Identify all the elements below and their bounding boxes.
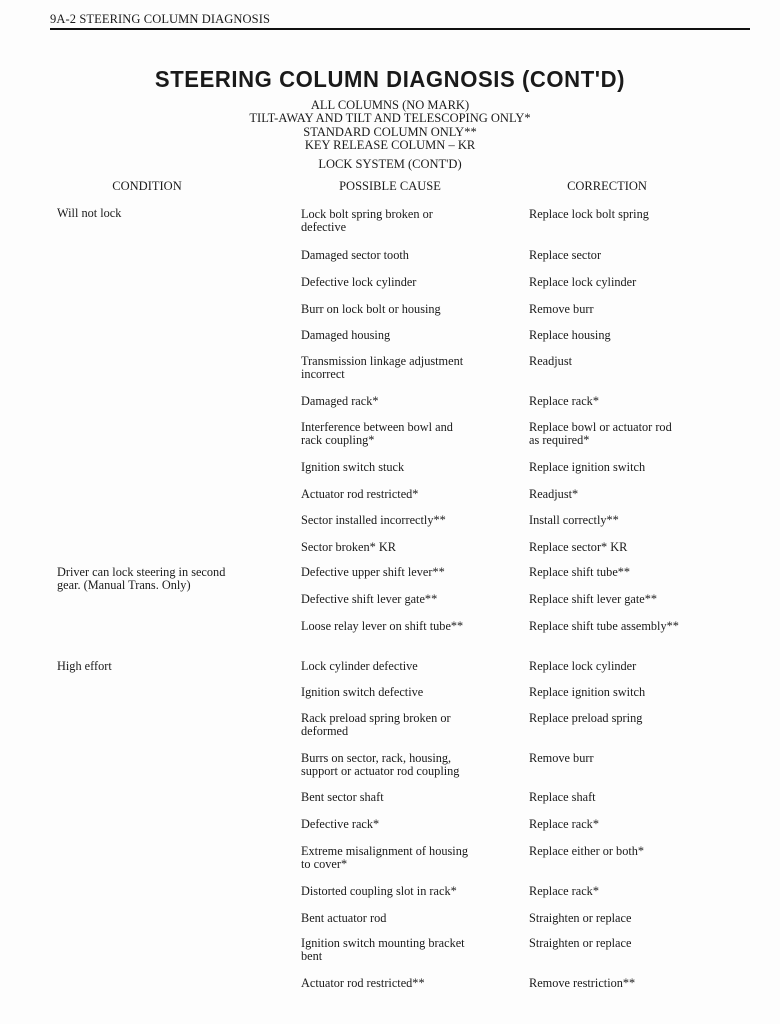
cause-cell: Loose relay lever on shift tube**	[301, 619, 464, 633]
correction-cell: Replace rack*	[529, 817, 599, 831]
correction-cell: Replace rack*	[529, 394, 599, 408]
correction-cell: Replace ignition switch	[529, 685, 646, 699]
column-header-cause: POSSIBLE CAUSE	[339, 179, 441, 193]
cause-cell: Lock cylinder defective	[301, 659, 418, 673]
cause-cell: Burr on lock bolt or housing	[301, 302, 441, 316]
condition-cell: High effort	[57, 659, 112, 673]
cause-cell: Transmission linkage adjustment incorrect	[301, 354, 464, 381]
section-heading: LOCK SYSTEM (CONT'D)	[318, 157, 462, 171]
cause-cell: Ignition switch mounting bracket bent	[301, 936, 465, 963]
correction-cell: Straighten or replace	[529, 936, 632, 950]
correction-cell: Readjust	[529, 354, 573, 368]
column-header-condition: CONDITION	[112, 179, 182, 193]
page-title: STEERING COLUMN DIAGNOSIS (CONT'D)	[154, 66, 626, 92]
cause-cell: Distorted coupling slot in rack*	[301, 884, 457, 898]
correction-cell: Replace shift lever gate**	[529, 592, 658, 606]
cause-cell: Lock bolt spring broken or defective	[301, 207, 433, 234]
cause-cell: Bent actuator rod	[301, 911, 387, 925]
correction-cell: Remove burr	[529, 751, 594, 765]
cause-cell: Damaged housing	[301, 328, 391, 342]
running-head: 9A-2 STEERING COLUMN DIAGNOSIS	[50, 12, 271, 26]
cause-cell: Sector installed incorrectly**	[301, 513, 446, 527]
cause-cell: Actuator rod restricted*	[301, 487, 419, 501]
cause-cell: Ignition switch defective	[301, 685, 424, 699]
correction-cell: Replace shaft	[529, 790, 596, 804]
condition-cell: Will not lock	[57, 206, 122, 220]
correction-cell: Remove burr	[529, 302, 594, 316]
correction-cell: Replace housing	[529, 328, 611, 342]
correction-cell: Replace sector* KR	[529, 540, 628, 554]
cause-cell: Defective upper shift lever**	[301, 565, 445, 579]
correction-cell: Replace lock cylinder	[529, 659, 637, 673]
correction-cell: Straighten or replace	[529, 911, 632, 925]
column-header-correction: CORRECTION	[567, 179, 647, 193]
correction-cell: Replace rack*	[529, 884, 599, 898]
correction-cell: Replace lock cylinder	[529, 275, 637, 289]
cause-cell: Sector broken* KR	[301, 540, 396, 554]
cause-cell: Bent sector shaft	[301, 790, 384, 804]
legend-line: KEY RELEASE COLUMN – KR	[304, 138, 476, 153]
legend-line: STANDARD COLUMN ONLY**	[303, 124, 477, 139]
correction-cell: Replace shift tube**	[529, 565, 631, 579]
correction-cell: Replace preload spring	[529, 711, 643, 725]
cause-cell: Ignition switch stuck	[301, 460, 405, 474]
correction-cell: Remove restriction**	[529, 976, 636, 990]
correction-cell: Replace ignition switch	[529, 460, 646, 474]
header-rule	[50, 28, 750, 30]
cause-cell: Damaged rack*	[301, 394, 379, 408]
correction-cell: Readjust*	[529, 487, 579, 501]
legend-line: TILT-AWAY AND TILT AND TELESCOPING ONLY*	[249, 111, 531, 126]
cause-cell: Defective lock cylinder	[301, 275, 417, 289]
cause-cell: Defective shift lever gate**	[301, 592, 438, 606]
correction-cell: Replace either or both*	[529, 844, 645, 858]
correction-cell: Replace shift tube assembly**	[529, 619, 679, 633]
cause-cell: Rack preload spring broken or deformed	[301, 711, 451, 738]
legend-line: ALL COLUMNS (NO MARK)	[310, 98, 470, 112]
correction-cell: Replace bowl or actuator rod as required*	[529, 420, 672, 447]
cause-cell: Damaged sector tooth	[301, 248, 409, 262]
correction-cell: Replace sector	[529, 248, 602, 262]
cause-cell: Burrs on sector, rack, housing, support or actuator rod coupling	[301, 751, 460, 778]
cause-cell: Defective rack*	[301, 817, 380, 831]
correction-cell: Replace lock bolt spring	[529, 207, 649, 221]
column-type-legend	[0, 99, 780, 153]
cause-cell: Extreme misalignment of housing to cover*	[301, 844, 469, 871]
condition-cell: Driver can lock steering in second gear. (Manual Trans. Only)	[57, 565, 226, 592]
cause-cell: Actuator rod restricted**	[301, 976, 425, 990]
correction-cell: Install correctly**	[529, 513, 619, 527]
cause-cell: Interference between bowl and rack coupling*	[301, 420, 453, 447]
